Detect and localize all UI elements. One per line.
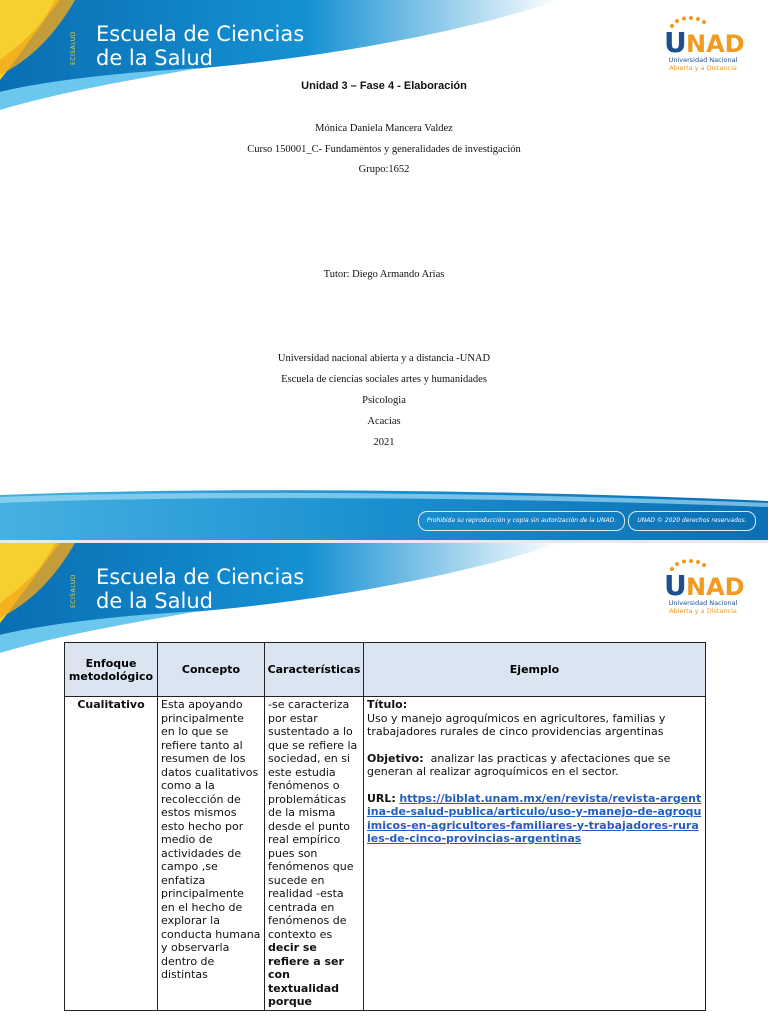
methodology-table (64, 642, 706, 1011)
school-header-title (96, 22, 304, 70)
logo-subtitle-1: Universidad Nacional (668, 56, 738, 64)
objetivo-text: analizar las practicas y afectaciones que se generan al realizar agroquímicos en el sector. (367, 751, 671, 778)
document-title: Unidad 3 – Fase 4 - Elaboración (301, 80, 467, 92)
source-url-link[interactable]: https://biblat.unam.mx/en/revista/revista-argentina-de-salud-publica/articulo/uso-y-manejo-de-agroquimicos-en-agricultores-familiares-y-trabajadores-rurales-de-cinco-provincias-argentinas (367, 791, 702, 845)
copy-notice: Prohibida su reproducción y copia sin autorización de la UNAD. (418, 511, 625, 531)
university-name: Universidad nacional abierta y a distancia -UNAD (277, 353, 491, 364)
caracteristicas-text: -se caracteriza por estar sustentado a lo que se refiere la sociedad, en si este estudia fenómenos o problemáticas de la misma desde el punto real empírico pues son fenómenos que sucede en realidad -esta centrada en fenómenos de contexto es (268, 698, 358, 941)
unad-logo (660, 16, 746, 80)
unad-logo-nad-2: NAD (686, 573, 745, 599)
logo-subtitle-2: Abierta y a Distancia (669, 64, 737, 72)
header-title-line1: Escuela de Ciencias (96, 565, 305, 589)
city-name: Acacias (367, 416, 401, 427)
titulo-label: Título: (367, 698, 408, 711)
ecisalud-label: ECISALUD (70, 31, 77, 65)
col-header-caracteristicas: Características (265, 643, 364, 697)
unad-logo-nad: NAD (686, 30, 745, 56)
unad-logo-mark-2 (660, 559, 746, 599)
header-title-line2: de la Salud (96, 589, 213, 613)
unad-logo-mark (660, 16, 746, 56)
ecisalud-label-2: ECISALUD (70, 574, 77, 608)
table-page (0, 543, 768, 1024)
cell-caracteristicas (265, 697, 364, 1011)
school-name: Escuela de ciencias sociales artes y humanidades (281, 374, 487, 385)
cell-enfoque: Cualitativo (65, 697, 158, 1011)
tutor-name: Tutor: Diego Armando Arias (323, 269, 445, 280)
author-name: Mónica Daniela Mancera Valdez (315, 123, 453, 134)
col-header-ejemplo: Ejemplo (364, 643, 706, 697)
objetivo-label: Objetivo: (367, 751, 424, 765)
titulo-text: Uso y manejo agroquímicos en agricultores, familias y trabajadores rurales de cinco providencias argentinas (367, 711, 666, 738)
course-name: Curso 150001_C- Fundamentos y generalidades de investigación (247, 144, 521, 155)
logo-subtitle-2: Abierta y a Distancia (669, 607, 737, 615)
group-number: Grupo:1652 (358, 164, 410, 175)
header-title-line1: Escuela de Ciencias (96, 22, 305, 46)
header-title-line2: de la Salud (96, 46, 213, 70)
cell-concepto: Esta apoyando principalmente en lo que se refiere tanto al resumen de los datos cualitativos como a la recolección de estos mismos esto hecho por medio de actividades de campo ,se enfatiza principalmente en el hecho de explorar la conducta humana y observarla dentro de distintas (158, 697, 265, 1011)
table-row (65, 697, 706, 1011)
unad-logo-2 (660, 559, 746, 623)
unad-logo-u-2: U (664, 569, 687, 599)
rights-notice: UNAD © 2020 derechos reservados. (628, 511, 756, 531)
table-header-row (65, 643, 706, 697)
col-header-enfoque: Enfoque metodológico (65, 643, 158, 697)
logo-subtitle-1: Universidad Nacional (668, 599, 738, 607)
caracteristicas-bold-text: decir se refiere a ser con textualidad porque (268, 941, 344, 1008)
col-header-concepto: Concepto (158, 643, 265, 697)
url-label: URL: (367, 791, 396, 805)
program-name: Psicologia (362, 395, 406, 406)
year: 2021 (373, 437, 395, 448)
cell-ejemplo (364, 697, 706, 1011)
school-header-title-2 (96, 565, 304, 613)
unad-logo-u: U (664, 26, 687, 56)
